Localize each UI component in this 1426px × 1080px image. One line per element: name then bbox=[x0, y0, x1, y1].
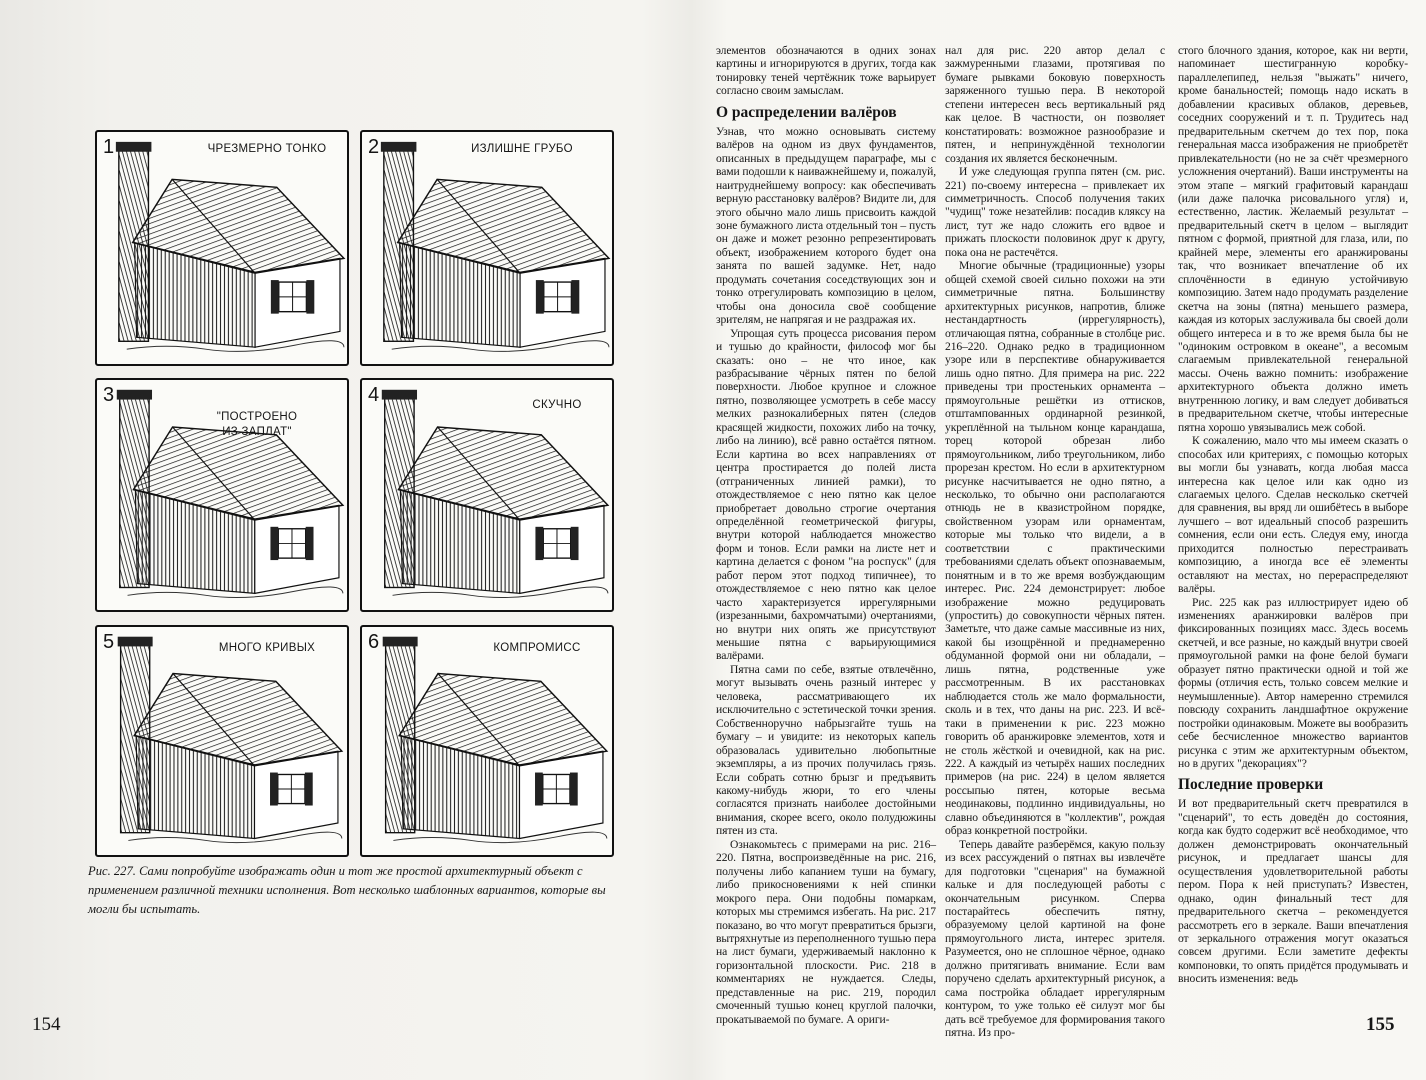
illustration-panel-5 bbox=[95, 625, 349, 857]
illustration-panel-4 bbox=[360, 378, 614, 612]
illustration-panel-6 bbox=[360, 625, 614, 857]
paragraph: Рис. 225 как раз иллюстрирует идею об изменениях аранжировки валёров при фиксированных позициях масс. Здесь восемь скетчей, и все разные, но каждый внутри своей прямоугольной рамки на фоне белой бумаги образует пятно практически одной и той же формы (отличия есть, только совсем мелкие и неумышленные). Автор намеренно стремился повсюду сохранить ландшафтное окружение постройки одинаковым. Можете вы вообразить себе бесчисленное множество вариантов рисунка с этим же архитектурным объектом, но в других "декорациях"? bbox=[1178, 595, 1408, 771]
paragraph: Упрощая суть процесса рисования пером и тушью до крайности, философ мог бы сказать: оно – не что иное, как разбрасывание чёрных пятен по белой поверхности. Любое крупное и сложное пятно, позволяющее усмотреть в себе массу мелких разнокалиберных пятен (следов красящей жидкости, похожих либо на точку, либо на линию), всё равно остаётся пятном. Если картина во всех направлениях от центра простирается до полей листа (отграниченных линией рамки), то отождествляемое с нею пятно как целое приобретает довольно строгие очертания определённой геометрической фигуры, внутри которой наблюдается множество форм и тонов. Если рамки на листе нет и картина делается с фоном "на роспуск" (для работ пером этот подход типичнее), то отождествляемое с нею пятно как целое часто характеризуется иррегулярными (изрезанными, бахромчатыми) очертаниями, но внутри них опять же присутствуют меньшие пятна с варьирующимися валёрами. bbox=[716, 326, 936, 663]
paragraph: Ознакомьтесь с примерами на рис. 216–220. Пятна, воспроизведённые на рис. 216, получены либо капанием туши на бумагу, либо прикосновениями к ней спинки мокрого пера. Они подобны помаркам, которых мы стремимся избегать. На рис. 217 показано, во что могут превратиться брызги, вытряхнутые из переполненного тушью пера на лист бумаги, удерживаемый наклонно к горизонтальной плоскости. Рис. 218 в комментариях не нуждается. Следы, представленные на рис. 219, породил смоченный тушью конец круглой палочки, прокатываемой по бумаге. А ориги- bbox=[716, 837, 936, 1026]
paragraph: Узнав, что можно основывать систему валёров на одном из двух фундаментов, описанных в предыдущем параграфе, мы с вами подошли к наиважнейшему и, пожалуй, наитруднейшему вопросу: как обеспечивать верную расстановку валёров? Видите ли, для этого обычно мало лишь присвоить каждой зоне бумажного листа отдельный тон – пусть он даже и может резонно репрезентировать объект, изображением которого будет она занята по вашей задумке. Нет, надо продумать сочетания соседствующих зон и тонко отрегулировать композицию в целом, чтобы она доносила своё сообщение зрителям, не напрягая и не раздражая их. bbox=[716, 124, 936, 327]
panel-label: ЧРЕЗМЕРНО ТОНКО bbox=[207, 143, 327, 155]
panel-label: "ПОСТРОЕНО ИЗ ЗАПЛАТ" bbox=[216, 411, 298, 438]
section-heading: О распределении валёров bbox=[716, 103, 897, 121]
panel-label: СКУЧНО bbox=[532, 399, 582, 411]
page-number-right: 155 bbox=[1366, 1014, 1395, 1035]
house-drawing bbox=[362, 380, 612, 610]
house-drawing bbox=[97, 627, 347, 855]
page-number-left: 154 bbox=[32, 1014, 61, 1035]
illustration-panel-1 bbox=[95, 130, 349, 366]
text-column-2 bbox=[945, 44, 1165, 1040]
panel-number: 2 bbox=[368, 136, 380, 158]
section-heading: Последние проверки bbox=[1178, 776, 1324, 794]
paragraph: Теперь давайте разберёмся, какую пользу из всех рассуждений о пятнах вы извлечёте для подготовки "сценария" на бумажной кальке и для последующей работы с окончательным рисунком. Сперва постарайтесь обеспечить пятну, образуемому целой картиной на фоне прямоугольного листа, интерес зрителя. Разумеется, оно не сплошное чёрное, однако должно притягивать внимание. Если вам поручено сделать архитектурный рисунок, а сама постройка обладает иррегулярным контуром, то уже только её силуэт мог бы дать всё требуемое для формирования такого пятна. Из про- bbox=[945, 837, 1165, 1040]
paragraph: И уже следующая группа пятен (см. рис. 221) по-своему интересна – привлекает их симметричность. Способ получения таких "чудищ" тоже незатейлив: посадив кляксу на лист, тут же надо сложить его вдвое и прижать плоскости половинок друг к другу, пока она не растечётся. bbox=[945, 165, 1165, 259]
paragraph: нал для рис. 220 автор делал с зажмуренными глазами, протягивая по бумаге рывками боковую поверхность заряженного тушью пера. В некоторой степени интересен весь вертикальный ряд как целое. В частности, он позволяет констатировать: возможное разнообразие и пятен, и непринуждённой технологии создания их является бесконечным. bbox=[945, 44, 1165, 165]
illustration-panel-2 bbox=[360, 130, 614, 366]
house-drawing bbox=[362, 627, 612, 855]
house-drawing bbox=[97, 132, 347, 364]
text-column-1 bbox=[716, 44, 936, 1026]
panel-number: 1 bbox=[103, 136, 115, 158]
paragraph: элементов обозначаются в одних зонах картины и игнорируются в других, тогда как тонировку теней чертёжник тоже варьирует согласно своим замыслам. bbox=[716, 44, 936, 98]
paragraph: К сожалению, мало что мы имеем сказать о способах или критериях, с помощью которых вы могли бы узнавать, когда любая масса интересна как целое или как одно из слагаемых целого. Сделав несколько скетчей для сравнения, вы вряд ли ошибётесь в выборе лучшего – вот идеальный способ разрешить сомнения, если они есть. Следуя ему, иногда приходится полностью перестраивать композицию, а иногда все её элементы оставляют на местах, но перераспределяют валёры. bbox=[1178, 434, 1408, 596]
panel-number: 3 bbox=[103, 384, 115, 406]
panel-label: ИЗЛИШНЕ ГРУБО bbox=[471, 143, 573, 155]
panel-number: 6 bbox=[368, 631, 380, 653]
paragraph: стого блочного здания, которое, как ни верти, напоминает шестигранную коробку-параллелепипед, нельзя "выжать" ничего, кроме банальностей; помощь надо искать в добавлении красивых облаков, деревьев, соседних сооружений и т. п. Трудитесь над предварительным скетчем до тех пор, пока генеральная масса изображения не приобретёт привлекательности (но не за счёт чрезмерного усложнения очертаний). Ваши инструменты на этом этапе – мягкий графитовый карандаш (или даже палочка рисовального угля) и, естественно, ластик. Желаемый результат – предварительный скетч в целом – выглядит пятном с формой, приятной для глаза, или, по крайней мере, элементы его аранжированы так, что возникает впечатление об их сплочённости в единую устойчивую композицию. Затем надо продумать разделение скетча на зоны (пятна) меньшего размера, каждая из которых заслуживала бы своей доли общего интереса и в то же время была бы не "одиноким островком в океане", а весомым слагаемым привлекательной генеральной массы. Очень важно помнить: изображение архитектурного объекта должно иметь внутреннюю логику, и вам следует добиваться в предварительном скетче, чтобы интересные пятна хорошо увязывались меж собой. bbox=[1178, 44, 1408, 434]
panel-number: 5 bbox=[103, 631, 115, 653]
panel-number: 4 bbox=[368, 384, 380, 406]
paragraph: Многие обычные (традиционные) узоры общей схемой своей сильно похожи на эти симметричные пятна. Большинству архитектурных рисунков, напротив, ближе нестандартность (иррегулярность), отличающая пятна, собранные в столбце рис. 216–220. Однако редко в традиционном узоре или в перспективе обнаруживается лишь одно пятно. Для примера на рис. 222 приведены три простеньких орнамента – прямоугольные решётки из оттисков, отштампованных ординарной резинкой, укреплённой на тыльном конце карандаша, торец которой обрезан либо прямоугольником, либо треугольником, либо прорезан крестом. Но если в архитектурном рисунке насчитывается не одно пятно, а несколько, то обычно они располагаются отнюдь не в квазистройном порядке, свойственном узорам или орнаментам, которые мы только что видели, а в соответствии с практическими требованиями сделать объект опознаваемым, понятным и в то же время возбуждающим интерес. Рис. 224 демонстрирует: любое изображение можно редуцировать (упростить) до совокупности чёрных пятен. Заметьте, что даже самые массивные из них, какой бы изощрённой и преднамеренно обдуманной формой они ни обладали, – лишь пятна, родственные уже рассмотренным. В их расстановках наблюдается столь же мало формальности, сколь и в тех, что даны на рис. 223. И всё-таки в применении к рис. 223 можно говорить об аранжировке элементов, хотя и не столь жёсткой и очевидной, как на рис. 222. А каждый из четырёх наших последних примеров (на рис. 224) в целом является россыпью пятен, которые весьма неодинаковы, подлинно индивидуальны, но славно объединяются в "коллектив", рождая образ конкретной постройки. bbox=[945, 259, 1165, 838]
paragraph: Пятна сами по себе, взятые отвлечённо, могут вызывать очень разный интерес у человека, рассматривающего их исключительно с эстетической точки зрения. Собственноручно набрызгайте тушь на бумагу – и увидите: из некоторых капель образовалась удивительно любопытные экземпляры, а из прочих получилась грязь. Если собрать сотню брызг и предъявить какому-нибудь жюри, то его члены согласятся признать наиболее достойными внимания, скорее всего, около полудюжины пятен из ста. bbox=[716, 662, 936, 838]
house-drawing bbox=[362, 132, 612, 364]
paragraph: И вот предварительный скетч превратился в "сценарий", то есть доведён до состояния, когда как будто содержит всё необходимое, что должен демонстрировать окончательный рисунок, и предлагает шансы для осуществления удовлетворительной работы пером. Пора к ней приступать? Известен, однако, один финальный тест для предварительного скетча – рекомендуется рассмотреть его в зеркале. Ваши впечатления от зеркального отражения могут оказаться совсем другими. Если заметите дефекты компоновки, то опять придётся продумывать и вносить изменения: ведь bbox=[1178, 797, 1408, 986]
illustration-panel-3 bbox=[95, 378, 349, 612]
text-column-3 bbox=[1178, 44, 1408, 986]
figure-caption: Рис. 227. Сами попробуйте изображать один и тот же простой архитектурный объект с применением различной техники исполнения. Вот несколько шаблонных вариантов, которые вы могли бы испытать. bbox=[88, 864, 606, 916]
panel-label: МНОГО КРИВЫХ bbox=[218, 642, 316, 654]
panel-label: КОМПРОМИСС bbox=[493, 642, 581, 654]
